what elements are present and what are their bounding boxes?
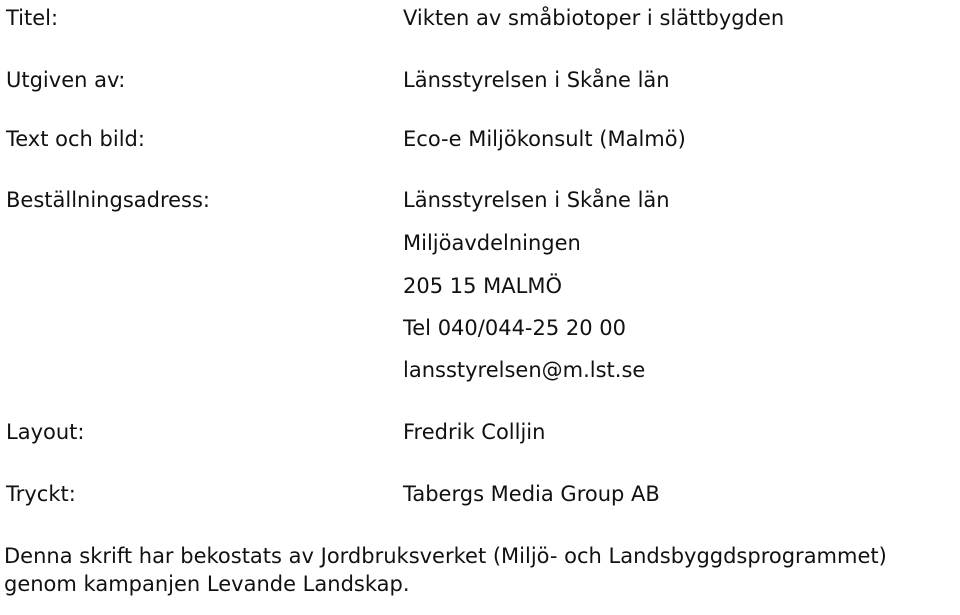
order-address-email: lansstyrelsen@m.lst.se (403, 358, 646, 382)
title-value: Vikten av småbiotoper i slättbygden (403, 6, 785, 30)
order-address-line-1: Länsstyrelsen i Skåne län (403, 188, 670, 212)
text-and-image-label: Text och bild: (6, 127, 145, 151)
order-address-label: Beställningsadress: (6, 188, 211, 212)
published-by-value: Länsstyrelsen i Skåne län (403, 68, 670, 92)
published-by-label: Utgiven av: (6, 68, 126, 92)
title-label: Titel: (6, 6, 59, 30)
printed-value: Tabergs Media Group AB (403, 482, 660, 506)
printed-label: Tryckt: (6, 482, 76, 506)
layout-value: Fredrik Colljin (403, 420, 546, 444)
text-and-image-value: Eco-e Miljökonsult (Malmö) (403, 127, 686, 151)
order-address-line-3: 205 15 MALMÖ (403, 274, 562, 298)
order-address-line-2: Miljöavdelningen (403, 231, 581, 255)
funding-note-line-2: genom kampanjen Levande Landskap. (4, 572, 410, 596)
order-address-phone: Tel 040/044-25 20 00 (403, 316, 627, 340)
layout-label: Layout: (6, 420, 85, 444)
funding-note-line-1: Denna skrift har bekostats av Jordbruksverket (Miljö- och Landsbyggdsprogrammet) (4, 544, 887, 568)
funding-note (4, 542, 958, 598)
